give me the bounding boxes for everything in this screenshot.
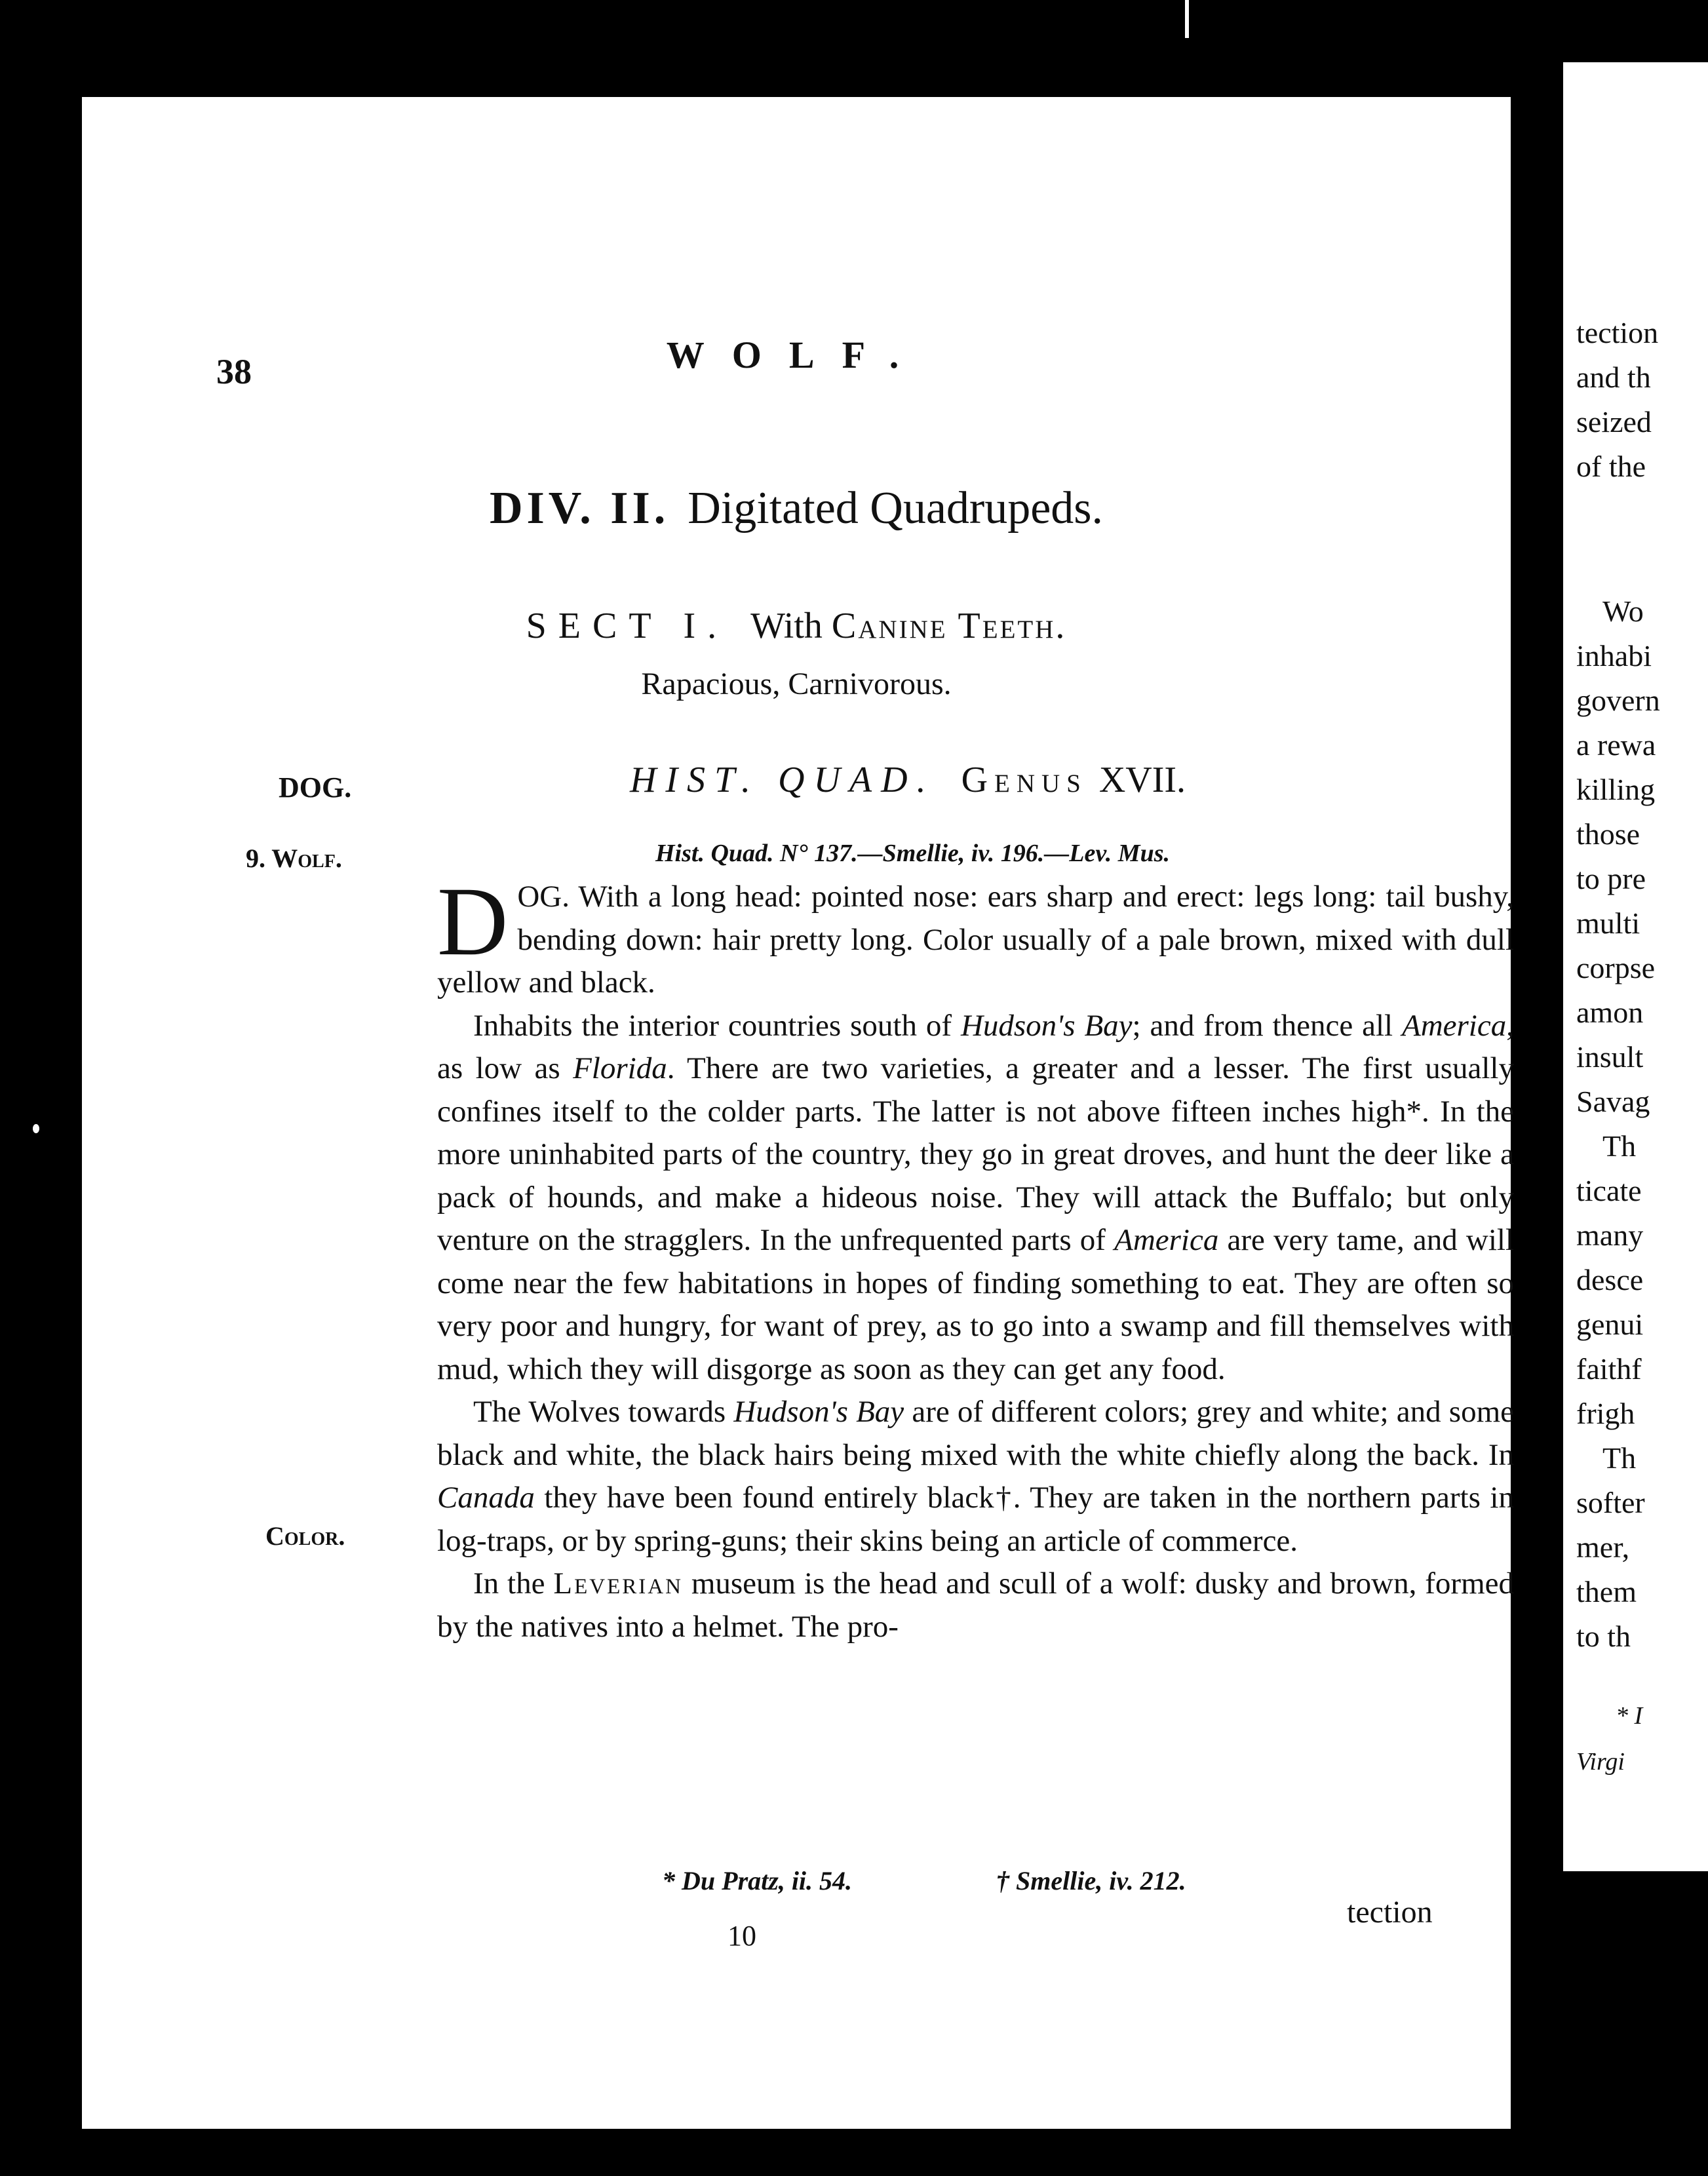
text-run: are very tame, and will come near the few habitations in hopes of finding something to eat. They are often so very poor and hungry, for want of prey, as to go into a swamp and fill themselves with mud, which they will disgorge as soon as they can get any food. xyxy=(437,1223,1514,1386)
genus-number: XVII. xyxy=(1098,760,1186,800)
text-run: are of different colors; grey and white; and some black and white, the black hairs being mixed with the white chiefly along the back. In xyxy=(437,1395,1514,1472)
running-title: WOLF. xyxy=(666,334,927,376)
text-run: ; and from thence all xyxy=(1132,1008,1402,1043)
sidenote-dog: DOG. xyxy=(279,771,352,804)
facing-page-line: killing xyxy=(1576,773,1656,806)
text-run: The Wolves towards xyxy=(473,1395,734,1429)
facing-page-line: frigh xyxy=(1576,1397,1635,1430)
scan-mark xyxy=(1185,0,1189,38)
facing-page-line: insult xyxy=(1576,1040,1644,1074)
paragraph-description-text: OG. With a long head: pointed nose: ears sharp and erect: legs long: tail bushy, bending down: hair pretty long. Color usually of a pale brown, mixed with dull yellow and black. xyxy=(437,880,1514,1000)
text-run: they have been found entirely black†. They are taken in the northern parts in log-traps, or by spring-guns; their skins being an article of commerce. xyxy=(437,1481,1514,1558)
division-title: Digitated Quadrupeds. xyxy=(688,483,1104,534)
signature-mark: 10 xyxy=(728,1920,756,1952)
text-run: , as low as xyxy=(437,1008,1514,1085)
section-heading xyxy=(82,605,1511,647)
section-label: SECT I. xyxy=(526,606,729,646)
place-name: Hudson's Bay xyxy=(960,1008,1133,1043)
facing-page-line: softer xyxy=(1576,1486,1645,1519)
section-title-caps: Canine Teeth. xyxy=(831,606,1067,646)
facing-page-line: to pre xyxy=(1576,862,1646,895)
facing-page-line: Th xyxy=(1602,1441,1637,1475)
facing-page-line: desce xyxy=(1576,1263,1644,1296)
facing-page-line: Virgi xyxy=(1576,1748,1625,1776)
drop-cap: D xyxy=(437,867,509,976)
facing-page-line: a rewa xyxy=(1576,728,1656,762)
sidenote-wolf: 9. Wolf. xyxy=(246,844,342,873)
facing-page-line: to th xyxy=(1576,1620,1631,1653)
footnote-smellie: † Smellie, iv. 212. xyxy=(996,1866,1186,1895)
facing-page-line: mer, xyxy=(1576,1530,1630,1564)
division-label: DIV. II. xyxy=(489,483,670,534)
facing-page-line: govern xyxy=(1576,684,1660,717)
page-number: 38 xyxy=(216,352,252,391)
paragraph-description xyxy=(437,867,1514,1005)
text-run: In the xyxy=(473,1566,554,1601)
book-page xyxy=(82,97,1514,2129)
facing-page-line: * I xyxy=(1616,1702,1643,1730)
place-name: America xyxy=(1402,1008,1507,1043)
text-run: . There are two varieties, a greater and a lesser. The first usually confines itself to the colder parts. The latter is not above fifteen inches high*. In the more uninhabited parts of the country, they go in great droves, and hunt the deer like a pack of hounds, and make a hideous noise. They will attack the Buffalo; but only venture on the stragglers. In the unfrequented parts of xyxy=(437,1051,1514,1257)
sidenote-color: Color. xyxy=(265,1521,345,1551)
paragraph-museum xyxy=(437,1563,1514,1648)
facing-page-line: those xyxy=(1576,817,1640,851)
facing-page-line: multi xyxy=(1576,906,1640,940)
scan-speck xyxy=(665,2114,673,2122)
facing-page-line: them xyxy=(1576,1575,1637,1608)
facing-page-edge xyxy=(1563,62,1708,1871)
facing-page-line: ticate xyxy=(1576,1174,1642,1207)
genus-word: Genus xyxy=(961,760,1087,800)
place-name: Florida xyxy=(573,1051,667,1085)
division-heading xyxy=(82,482,1511,535)
paragraph-habitat xyxy=(437,1005,1514,1391)
text-run: Inhabits the interior countries south of xyxy=(473,1008,961,1043)
section-title-prefix: With xyxy=(750,606,823,646)
catchword: tection xyxy=(1347,1895,1433,1930)
facing-page-line: Wo xyxy=(1602,594,1644,628)
place-name: Canada xyxy=(437,1481,535,1515)
references-line: Hist. Quad. N° 137.—Smellie, iv. 196.—Lev. Mus. xyxy=(655,840,1171,867)
footnote-du-pratz: * Du Pratz, ii. 54. xyxy=(662,1866,853,1895)
facing-page-line: genui xyxy=(1576,1308,1644,1341)
facing-page-line: Savag xyxy=(1576,1085,1650,1118)
facing-page-line: corpse xyxy=(1576,951,1656,984)
facing-page-line: faithf xyxy=(1576,1352,1642,1386)
section-subtitle: Rapacious, Carnivorous. xyxy=(641,667,952,701)
place-name: Hudson's Bay xyxy=(733,1395,904,1429)
facing-page-line: and th xyxy=(1576,360,1651,394)
facing-page-line: inhabi xyxy=(1576,639,1652,672)
facing-page-line: seized xyxy=(1576,405,1652,438)
hist-quad-label: HIST. QUAD. xyxy=(629,760,935,800)
facing-page-line: of the xyxy=(1576,450,1646,483)
paragraph-color xyxy=(437,1391,1514,1563)
facing-page-line: many xyxy=(1576,1218,1644,1252)
facing-page-line: amon xyxy=(1576,996,1644,1029)
place-name: America xyxy=(1114,1223,1219,1257)
scan-speck xyxy=(33,1124,39,1133)
facing-page-line: Th xyxy=(1602,1129,1637,1163)
text-run: museum is the head and scull of a wolf: dusky and brown, formed by the natives into a helmet. The pro- xyxy=(437,1566,1514,1644)
facing-page-line: tection xyxy=(1576,316,1659,349)
museum-name: Leverian xyxy=(553,1566,683,1601)
body-text xyxy=(437,867,1514,1648)
